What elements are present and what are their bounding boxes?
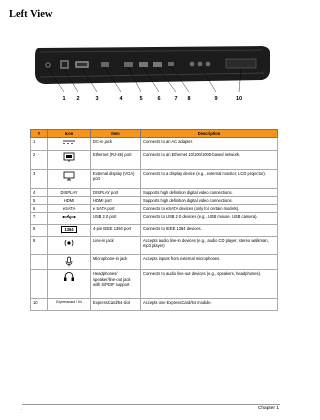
usb-port	[153, 62, 162, 67]
callout-1: 1	[62, 96, 66, 102]
item-label: Ethernet (RJ-45) port	[91, 151, 141, 170]
callout-3: 3	[95, 96, 99, 102]
callout-6: 6	[157, 96, 161, 102]
footer-chapter: Chapter 1	[257, 406, 279, 411]
table-row	[31, 151, 278, 170]
ieee1394-port	[168, 62, 174, 66]
header-description: Description	[141, 130, 278, 138]
ethernet-icon	[63, 152, 75, 162]
item-label: Microphone-in jack	[91, 255, 141, 270]
item-description: Connects to IEEE 1394 devices.	[141, 225, 278, 237]
row-number	[31, 255, 48, 270]
item-description: Connects to USB 2.0 devices (e.g., USB mouse, USB camera).	[141, 213, 278, 225]
row-number: 6	[31, 205, 48, 213]
item-description: Accepts one ExpressCard/54 module.	[141, 299, 278, 311]
laptop-left-view-figure	[0, 0, 300, 120]
row-number: 9	[31, 237, 48, 255]
headphones-icon	[63, 271, 75, 282]
item-label: Line-in jack	[91, 237, 141, 255]
item-description: Connects to an Ethernet 10/100/1000-based network.	[141, 151, 278, 170]
dc-in-icon	[62, 139, 76, 145]
expresscard-slot	[226, 59, 256, 68]
microphone-icon	[64, 256, 74, 267]
callout-8: 8	[187, 96, 191, 102]
table-header-row	[31, 130, 278, 138]
row-number: 3	[31, 170, 48, 189]
item-description: Connects to audio line-out devices (e.g., speakers, headphones).	[141, 270, 278, 299]
row-number: 7	[31, 213, 48, 225]
item-description: Connects to a display device (e.g., external monitor, LCD projector).	[141, 170, 278, 189]
item-label: 4-pin IEEE 1394 port	[91, 225, 141, 237]
header-num: #	[31, 130, 48, 138]
table-row	[31, 197, 278, 205]
item-label: Headphones/ speaker/line-out jack with S/PDIF support	[91, 270, 141, 299]
row-number: 2	[31, 151, 48, 170]
row-number: 8	[31, 225, 48, 237]
item-label: e SATA port	[91, 205, 141, 213]
callout-5: 5	[139, 96, 143, 102]
header-item: Item	[91, 130, 141, 138]
header-icon: Icon	[48, 130, 91, 138]
hdmi-port	[124, 62, 133, 67]
displayport-icon: DISPLAY	[48, 189, 91, 197]
hdmi-icon: HDMI	[48, 197, 91, 205]
vga-port	[75, 61, 89, 68]
expresscard-icon: Expresscard / 54	[48, 299, 91, 311]
table-row	[31, 255, 278, 270]
line-in-icon	[63, 238, 75, 248]
item-description: Connects to eSATA devices (only for certain models).	[141, 205, 278, 213]
item-description: Supports high definition digital video connections.	[141, 189, 278, 197]
table-row	[31, 189, 278, 197]
item-label: DC-in jack	[91, 138, 141, 151]
footer-divider	[22, 404, 280, 405]
footer-marker: ·	[21, 407, 23, 412]
item-description: Connects to an AC adapter.	[141, 138, 278, 151]
row-number: 5	[31, 197, 48, 205]
item-label: ExpressCard/54 slot	[91, 299, 141, 311]
usb-icon	[62, 214, 76, 220]
table-row	[31, 205, 278, 213]
table-row	[31, 138, 278, 151]
row-number	[31, 270, 48, 299]
display-port	[101, 62, 109, 67]
callout-9: 9	[214, 96, 218, 102]
row-number: 10	[31, 299, 48, 311]
item-label: USB 2.0 port	[91, 213, 141, 225]
item-description: Accepts inputs from external microphones.	[141, 255, 278, 270]
item-label: External display (VGA) port	[91, 170, 141, 189]
esata-port	[139, 62, 148, 67]
table-row	[31, 299, 278, 311]
callout-2: 2	[76, 96, 80, 102]
ieee1394-icon: 1394	[61, 226, 76, 233]
table-row	[31, 213, 278, 225]
ethernet-port	[60, 60, 69, 69]
item-label: DISPLAY port	[91, 189, 141, 197]
callout-10: 10	[235, 96, 243, 102]
vga-icon	[63, 171, 75, 181]
port-table	[30, 129, 278, 311]
esata-icon: eSATA	[48, 205, 91, 213]
item-description: Supports high definition digital video connections.	[141, 197, 278, 205]
callout-4: 4	[119, 96, 123, 102]
table-row	[31, 237, 278, 255]
row-number: 4	[31, 189, 48, 197]
item-description: Accepts audio line-in devices (e.g., audio CD player, stereo walkman, mp3 player)	[141, 237, 278, 255]
row-number: 1	[31, 138, 48, 151]
table-row	[31, 225, 278, 237]
table-row	[31, 270, 278, 299]
table-row	[31, 170, 278, 189]
dc-in-port	[45, 62, 51, 68]
page-title: Left View	[9, 9, 53, 20]
item-label: HDMI port	[91, 197, 141, 205]
audio-jacks	[190, 62, 211, 67]
callout-7: 7	[174, 96, 178, 102]
